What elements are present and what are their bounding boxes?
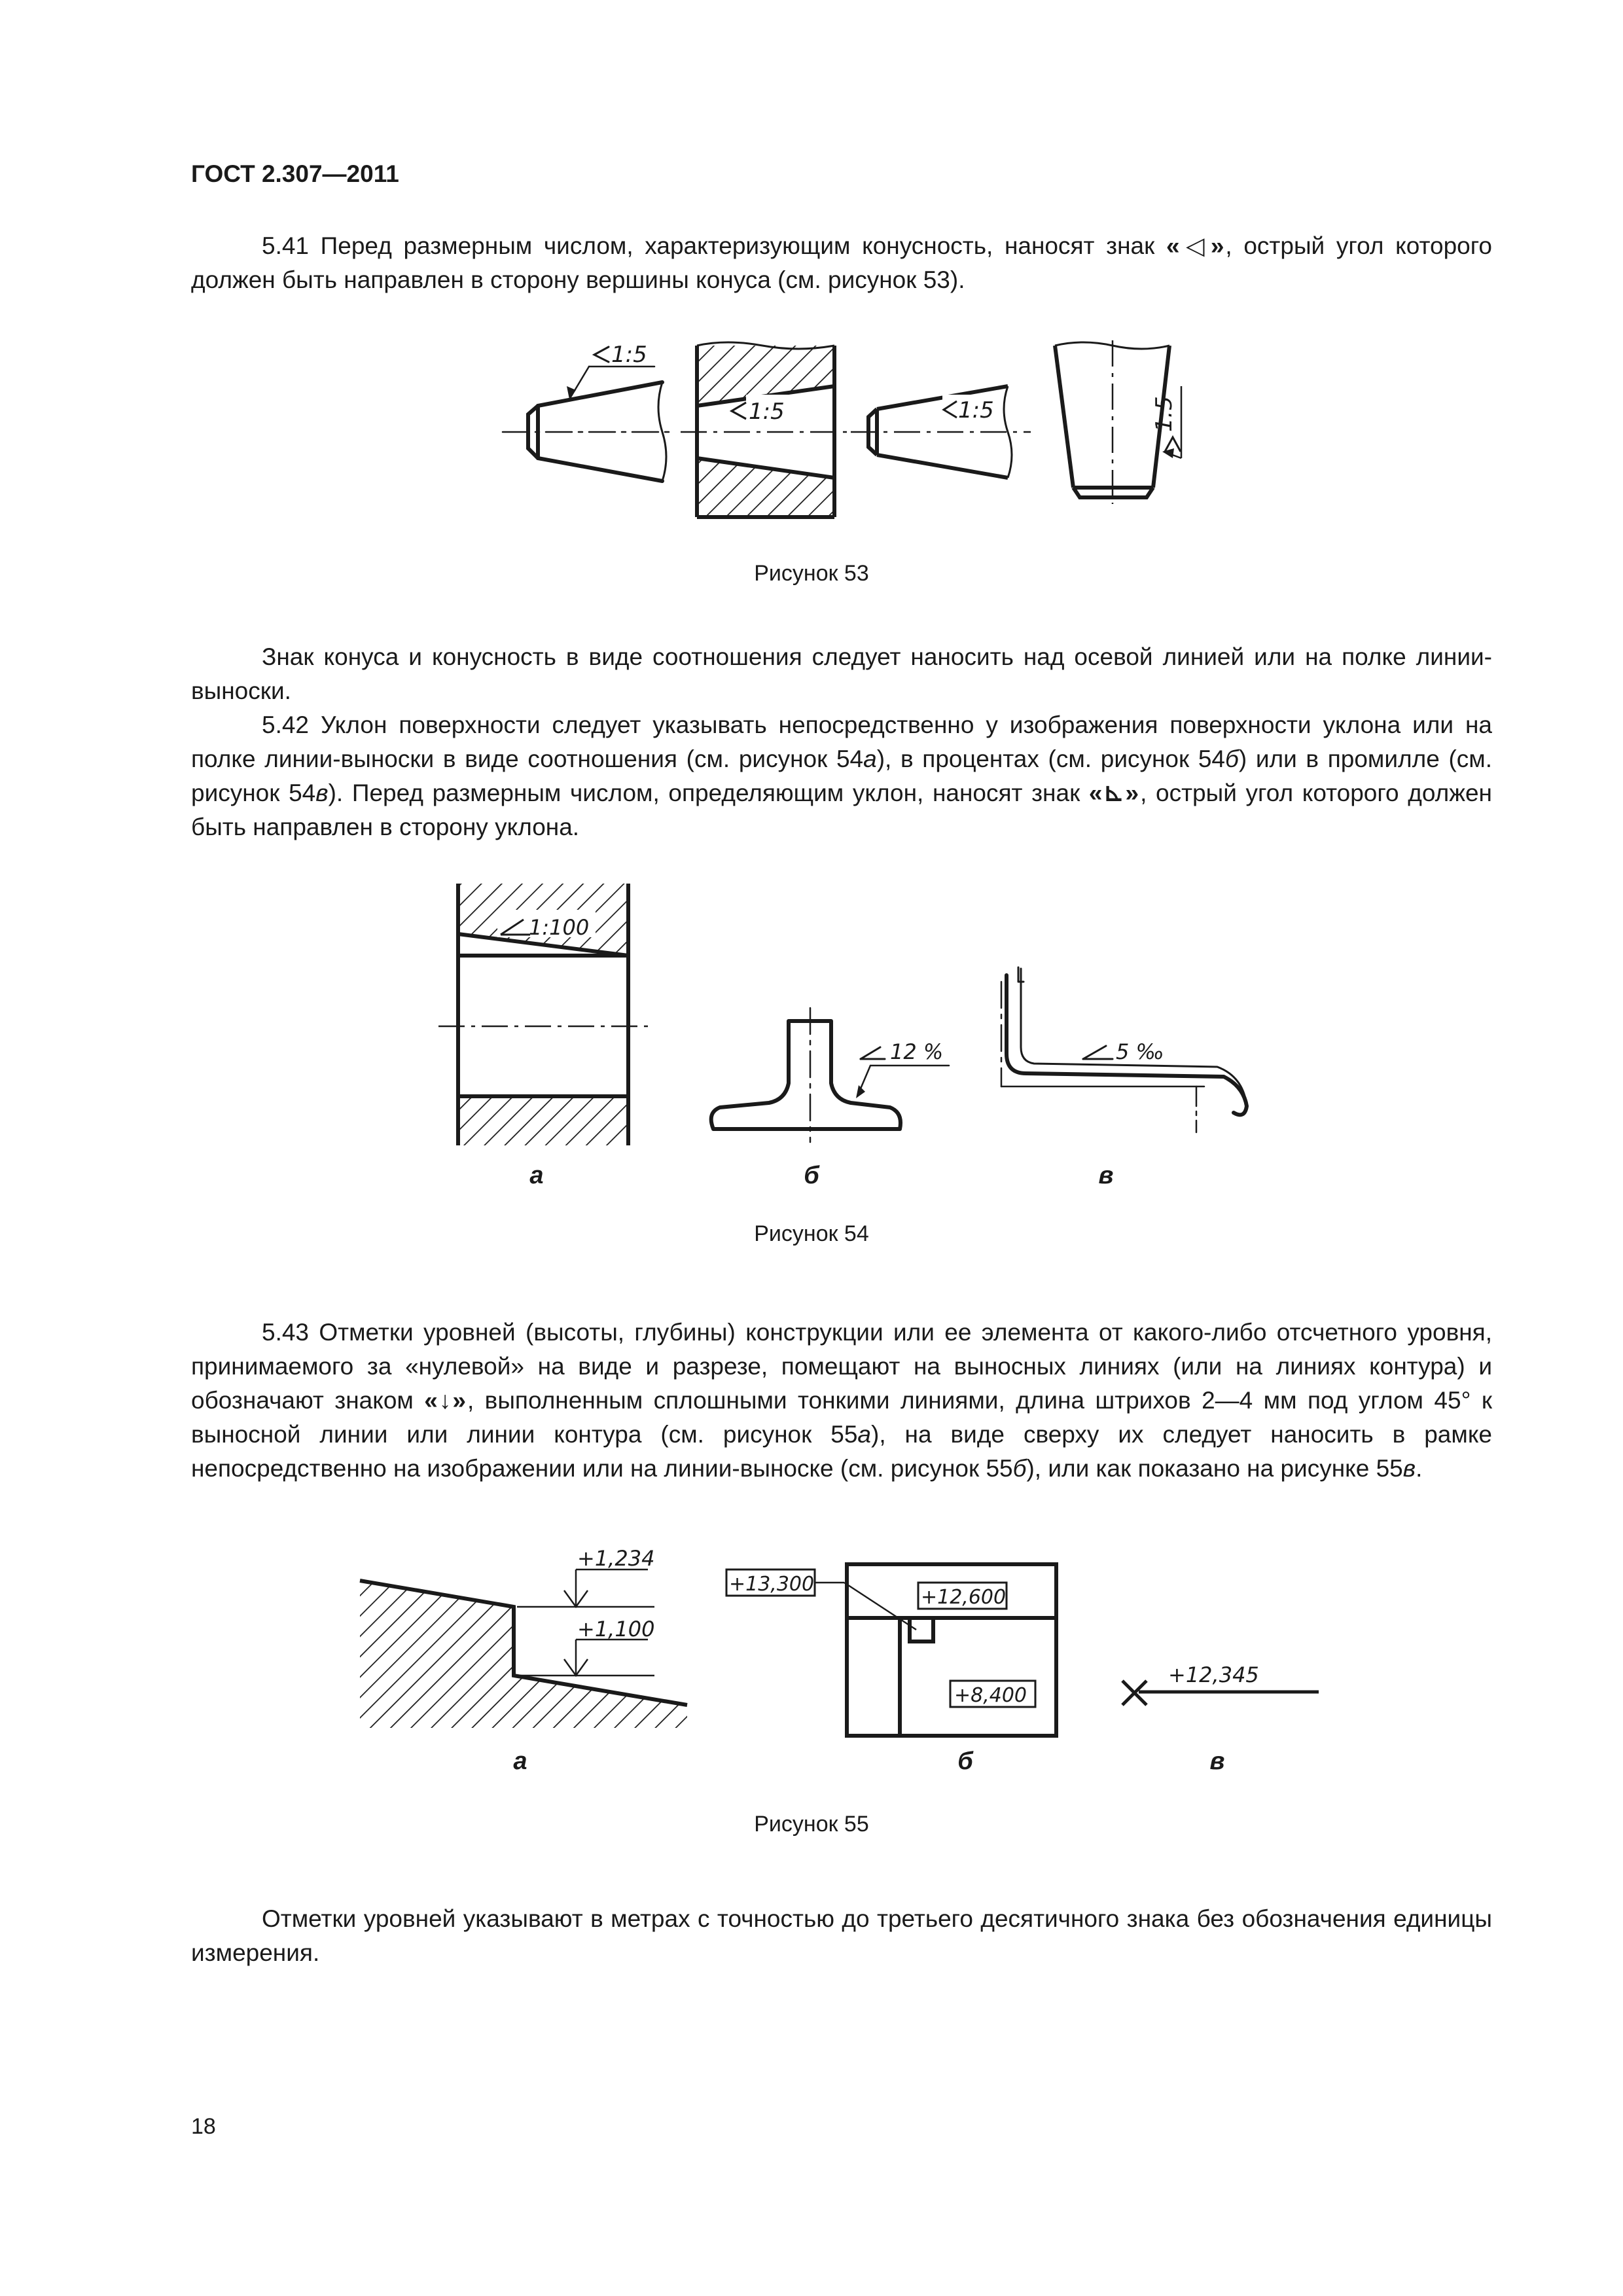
- paragraph-5-41: 5.41 Перед размерным числом, характеризующим конусность, наносят знак «◁», острый угол которого должен быть направлен в сторону вершины конуса (см. рисунок 53).: [191, 232, 1492, 293]
- level-sign: «↓»: [424, 1387, 467, 1414]
- paragraph-cone-sign: Знак конуса и конусность в виде соотношения следует наносить над осевой линией или на полке линии-выноски.: [191, 643, 1492, 704]
- fig53-label-3: 1:5: [958, 397, 994, 423]
- fig55-v-label: +12,345: [1168, 1662, 1259, 1687]
- figure-55: [353, 1545, 1335, 1741]
- figure-53: [497, 337, 1204, 520]
- fig53-label-2: 1:5: [749, 399, 785, 425]
- fig54-sub-v: в: [1098, 1162, 1114, 1189]
- fig53-label-4: 1:5: [1151, 396, 1177, 432]
- fig54-v-label: 5 ‰: [1116, 1039, 1164, 1064]
- figure-54-caption: Рисунок 54: [754, 1221, 869, 1246]
- document-header: ГОСТ 2.307—2011: [191, 160, 399, 187]
- fig55-sub-a: а: [513, 1748, 527, 1775]
- fig54-b-label: 12 %: [890, 1039, 944, 1064]
- page-number: 18: [191, 2114, 216, 2139]
- fig54-sub-b: б: [804, 1162, 819, 1189]
- fig55-a-top-label: +1,234: [577, 1546, 655, 1571]
- fig54-sub-a: а: [529, 1162, 544, 1189]
- fig53-section: [681, 342, 851, 517]
- fig55-b-inner-label: +8,400: [954, 1684, 1027, 1707]
- paragraph-level-units: Отметки уровней указывают в метрах с точностью до третьего десятичного знака без обозначения единицы измерения.: [191, 1905, 1492, 1966]
- figure-55-caption: Рисунок 55: [754, 1812, 869, 1837]
- paragraph-5-43: 5.43 Отметки уровней (высоты, глубины) конструкции или ее элемента от какого-либо отсчетного уровня, принимаемого за «нулевой» на виде и разрезе, помещают на выносных линиях (или на линиях контура) и обозначают знаком «↓», выполненным сплошными тонкими линиями, длина штрихов 2—4 мм под углом 45° к выносной линии или линии контура (см. рисунок 55а), на виде сверху их следует наносить в рамке непосредственно на изображении или на линии-выноске (см. рисунок 55б), или как показано на рисунке 55в.: [191, 1319, 1493, 1482]
- fig54-b-rail: [711, 1008, 949, 1142]
- fig55-a-bottom-label: +1,100: [577, 1617, 655, 1641]
- slope-sign: «⊾»: [1088, 780, 1141, 806]
- fig55-sub-v: в: [1209, 1748, 1225, 1775]
- fig53-cone-1: [503, 347, 674, 481]
- figure-54: [432, 877, 1283, 1165]
- fig55-b-outer-label: +13,300: [729, 1573, 815, 1596]
- fig55-sub-b: б: [957, 1748, 973, 1775]
- fig53-cone-3: [851, 386, 1031, 478]
- cone-sign: «◁»: [1166, 232, 1226, 259]
- fig53-label-1: 1:5: [611, 342, 647, 368]
- paragraph-5-42: 5.42 Уклон поверхности следует указывать непосредственно у изображения поверхности уклона или на полке линии-выноски в виде соотношения (см. рисунок 54а), в процентах (см. рисунок 54б) или в промилле (см. рисунок 54в). Перед размерным числом, определяющим уклон, наносят знак «⊾», острый угол которого должен быть направлен в сторону уклона.: [191, 711, 1492, 840]
- figure-53-caption: Рисунок 53: [754, 561, 869, 586]
- fig54-a-label: 1:100: [529, 915, 590, 940]
- fig55-b-top-label: +12,600: [921, 1586, 1007, 1609]
- fig55-a-step: [360, 1570, 687, 1728]
